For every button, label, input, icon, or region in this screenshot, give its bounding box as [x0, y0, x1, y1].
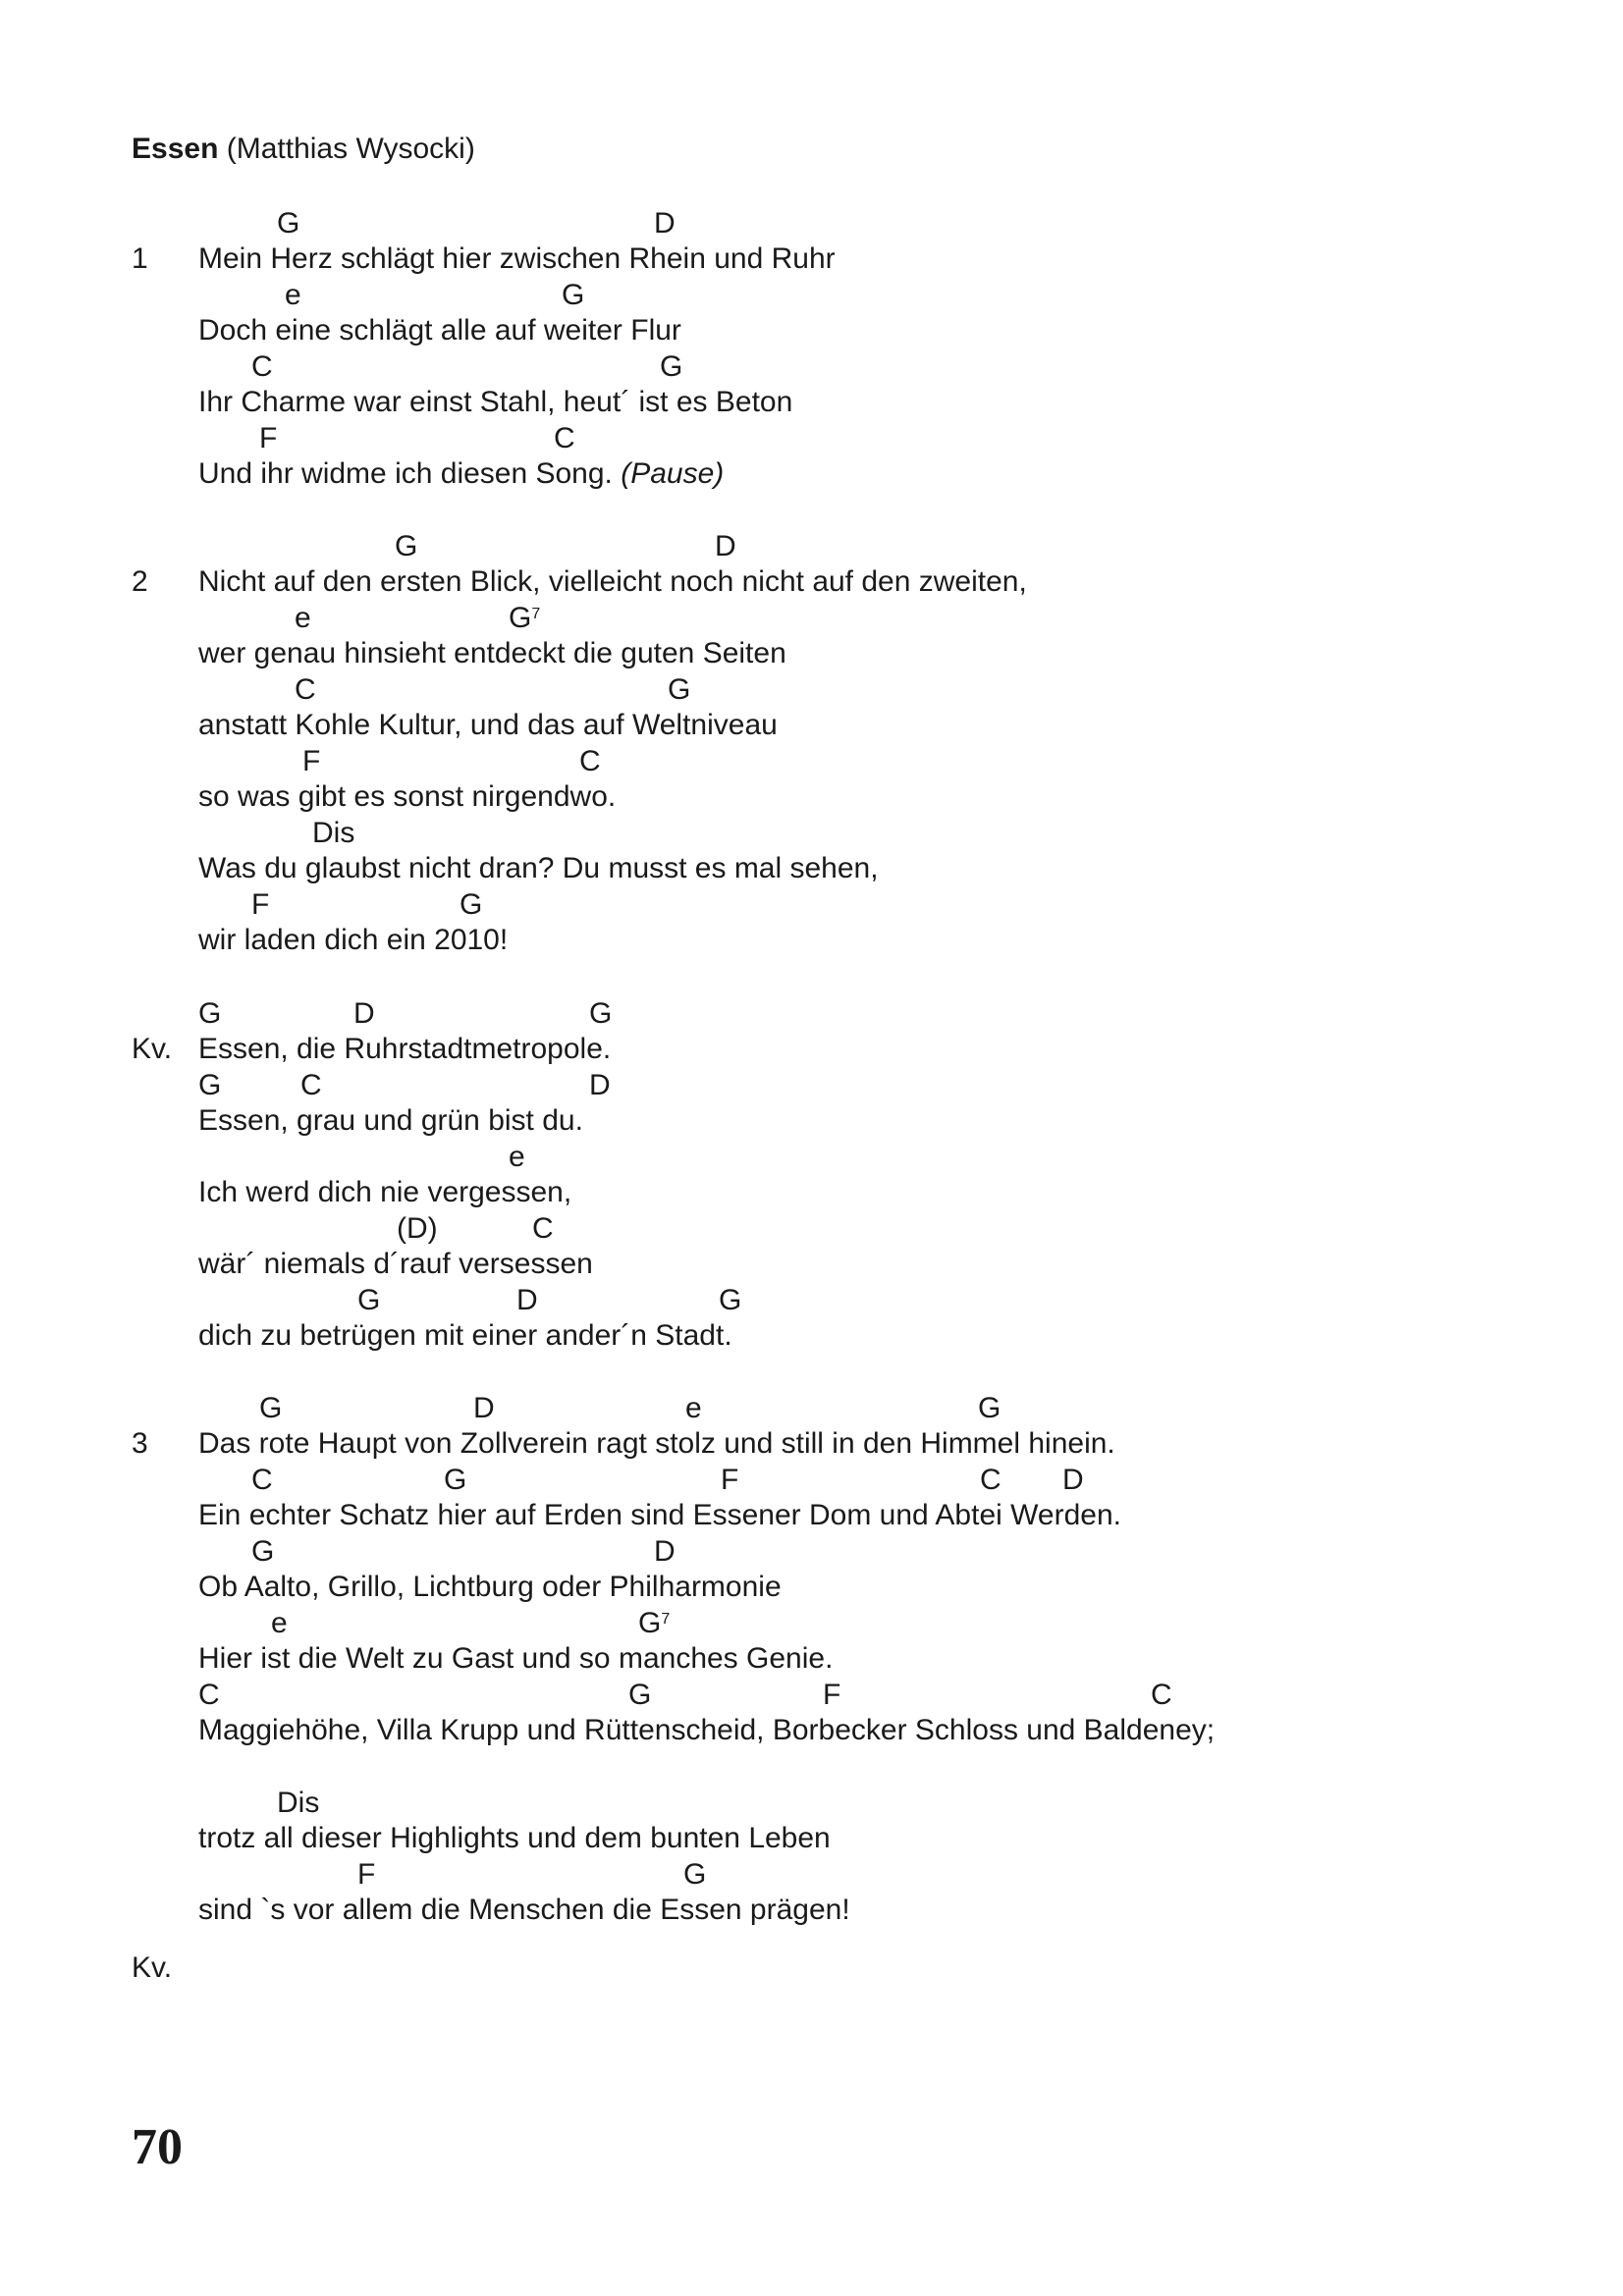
chord: G — [251, 1535, 275, 1568]
chord: G — [460, 888, 483, 921]
chord: C — [300, 1069, 322, 1101]
verse-3-label: 3 — [132, 1427, 148, 1460]
chord: e — [271, 1607, 288, 1639]
verse-2-line-3 — [0, 672, 1473, 741]
chord: C — [980, 1464, 1001, 1496]
chord: D — [473, 1392, 495, 1424]
verse-1-line-1 — [0, 206, 1473, 275]
chord: D — [589, 1069, 611, 1101]
lyric-line: Ihr Charme war einst Stahl, heut´ ist es Beton — [198, 386, 793, 418]
lyric-line: Essen, grau und grün bist du. — [198, 1104, 583, 1137]
refrain-label: Kv. — [132, 1033, 173, 1065]
chord-extension: 7 — [531, 606, 541, 622]
chord: D — [353, 997, 375, 1030]
lyric-line: dich zu betrügen mit einer ander´n Stadt. — [198, 1319, 732, 1352]
chord: C — [198, 1679, 220, 1711]
verse-1-line-4 — [0, 421, 1473, 490]
chord: G — [357, 1284, 381, 1316]
chord: D — [654, 207, 676, 240]
chord: Dis — [277, 1787, 320, 1819]
refrain-line-4 — [0, 1211, 1473, 1280]
chord-g7 — [509, 601, 540, 636]
lyric-line: Hier ist die Welt zu Gast und so manches Genie. — [198, 1642, 834, 1675]
page-number: 70 — [132, 2119, 183, 2175]
chord: D — [1062, 1464, 1084, 1496]
chord: G — [444, 1464, 467, 1496]
lyric-line: Doch eine schlägt alle auf weiter Flur — [198, 314, 681, 347]
chord: C — [554, 422, 575, 454]
lyric-line: Ich werd dich nie vergessen, — [198, 1176, 572, 1208]
chord: D — [516, 1284, 538, 1316]
verse-1-label: 1 — [132, 242, 148, 275]
chord-root: G — [638, 1607, 662, 1639]
chord: e — [295, 602, 311, 634]
lyric-line: anstatt Kohle Kultur, und das auf Weltniveau — [198, 709, 778, 741]
song-title — [132, 132, 475, 167]
chord-root: G — [509, 602, 532, 634]
lyric-line: so was gibt es sonst nirgendwo. — [198, 780, 617, 813]
verse-3-line-2 — [0, 1463, 1473, 1531]
chord: F — [251, 888, 270, 921]
song-author: (Matthias Wysocki) — [226, 133, 475, 165]
verse-1-line-2 — [0, 278, 1473, 347]
chord-extension: 7 — [661, 1611, 671, 1628]
lyric-line: Essen, die Ruhrstadtmetropole. — [198, 1033, 612, 1065]
lyric-line: Was du glaubst nicht dran? Du musst es mal sehen, — [198, 852, 879, 884]
lyric-line: sind `s vor allem die Menschen die Essen prägen! — [198, 1894, 850, 1926]
chord: G — [395, 530, 418, 562]
chord: G — [628, 1679, 652, 1711]
chord: D — [654, 1535, 676, 1568]
lyric-line: Mein Herz schlägt hier zwischen Rhein und Ruhr — [198, 242, 836, 275]
chord-g7 — [638, 1606, 670, 1641]
verse-2-line-2 — [0, 601, 1473, 669]
song-title-main: Essen — [132, 133, 219, 165]
verse-3-line-7 — [0, 1857, 1473, 1926]
verse-3-line-6 — [0, 1786, 1473, 1854]
chord: G — [259, 1392, 283, 1424]
pause-note: (Pause) — [621, 457, 725, 490]
chord: G — [683, 1858, 707, 1891]
chord: C — [1151, 1679, 1172, 1711]
refrain-repeat-marker: Kv. — [132, 1951, 173, 1984]
chord: F — [721, 1464, 739, 1496]
lyric-line: wär´ niemals d´rauf versessen — [198, 1248, 593, 1280]
verse-2-line-6 — [0, 887, 1473, 956]
lyric-line: wer genau hinsieht entdeckt die guten Seiten — [198, 637, 786, 669]
chord: G — [978, 1392, 1001, 1424]
lyric-line: Nicht auf den ersten Blick, vielleicht noch nicht auf den zweiten, — [198, 565, 1027, 598]
chord: (D) — [397, 1212, 438, 1245]
lyric-line: trotz all dieser Highlights und dem bunten Leben — [198, 1822, 831, 1854]
chord: C — [251, 350, 273, 383]
chord: e — [509, 1141, 525, 1173]
refrain-line-5 — [0, 1283, 1473, 1352]
chord: G — [277, 207, 300, 240]
verse-3-line-4 — [0, 1606, 1473, 1675]
chord: F — [302, 745, 321, 777]
lyric-line: wir laden dich ein 2010! — [198, 924, 509, 956]
chord: C — [532, 1212, 554, 1245]
lyric-line: Maggiehöhe, Villa Krupp und Rüttenscheid, Borbecker Schloss und Baldeney; — [198, 1714, 1216, 1746]
lyric-line: Das rote Haupt von Zollverein ragt stolz und still in den Himmel hinein. — [198, 1427, 1115, 1460]
verse-3-line-3 — [0, 1534, 1473, 1603]
chord: G — [198, 997, 222, 1030]
chord: e — [285, 279, 301, 311]
chord: F — [259, 422, 278, 454]
chord: G — [562, 279, 585, 311]
verse-2-line-5 — [0, 816, 1473, 884]
chord: G — [668, 673, 691, 706]
chord: C — [295, 673, 316, 706]
chord: G — [198, 1069, 222, 1101]
refrain-line-2 — [0, 1068, 1473, 1137]
refrain-line-3 — [0, 1140, 1473, 1208]
chord: G — [660, 350, 683, 383]
chord: e — [685, 1392, 702, 1424]
verse-1-line-3 — [0, 349, 1473, 418]
chord: F — [823, 1679, 841, 1711]
lyric-text: Und ihr widme ich diesen Song. — [198, 457, 613, 490]
verse-3-line-1 — [0, 1391, 1473, 1460]
lyric-line — [198, 456, 724, 492]
chord: F — [357, 1858, 376, 1891]
verse-2-label: 2 — [132, 565, 148, 598]
chord: G — [719, 1284, 742, 1316]
chord: D — [715, 530, 736, 562]
chord: G — [589, 997, 613, 1030]
lyric-line: Ein echter Schatz hier auf Erden sind Essener Dom und Abtei Werden. — [198, 1499, 1121, 1531]
lyric-line: Ob Aalto, Grillo, Lichtburg oder Philharmonie — [198, 1571, 782, 1603]
chord: Dis — [312, 817, 355, 849]
verse-2-line-1 — [0, 529, 1473, 598]
chord: C — [579, 745, 601, 777]
chord: C — [251, 1464, 273, 1496]
verse-3-line-5 — [0, 1678, 1473, 1746]
verse-2-line-4 — [0, 744, 1473, 813]
